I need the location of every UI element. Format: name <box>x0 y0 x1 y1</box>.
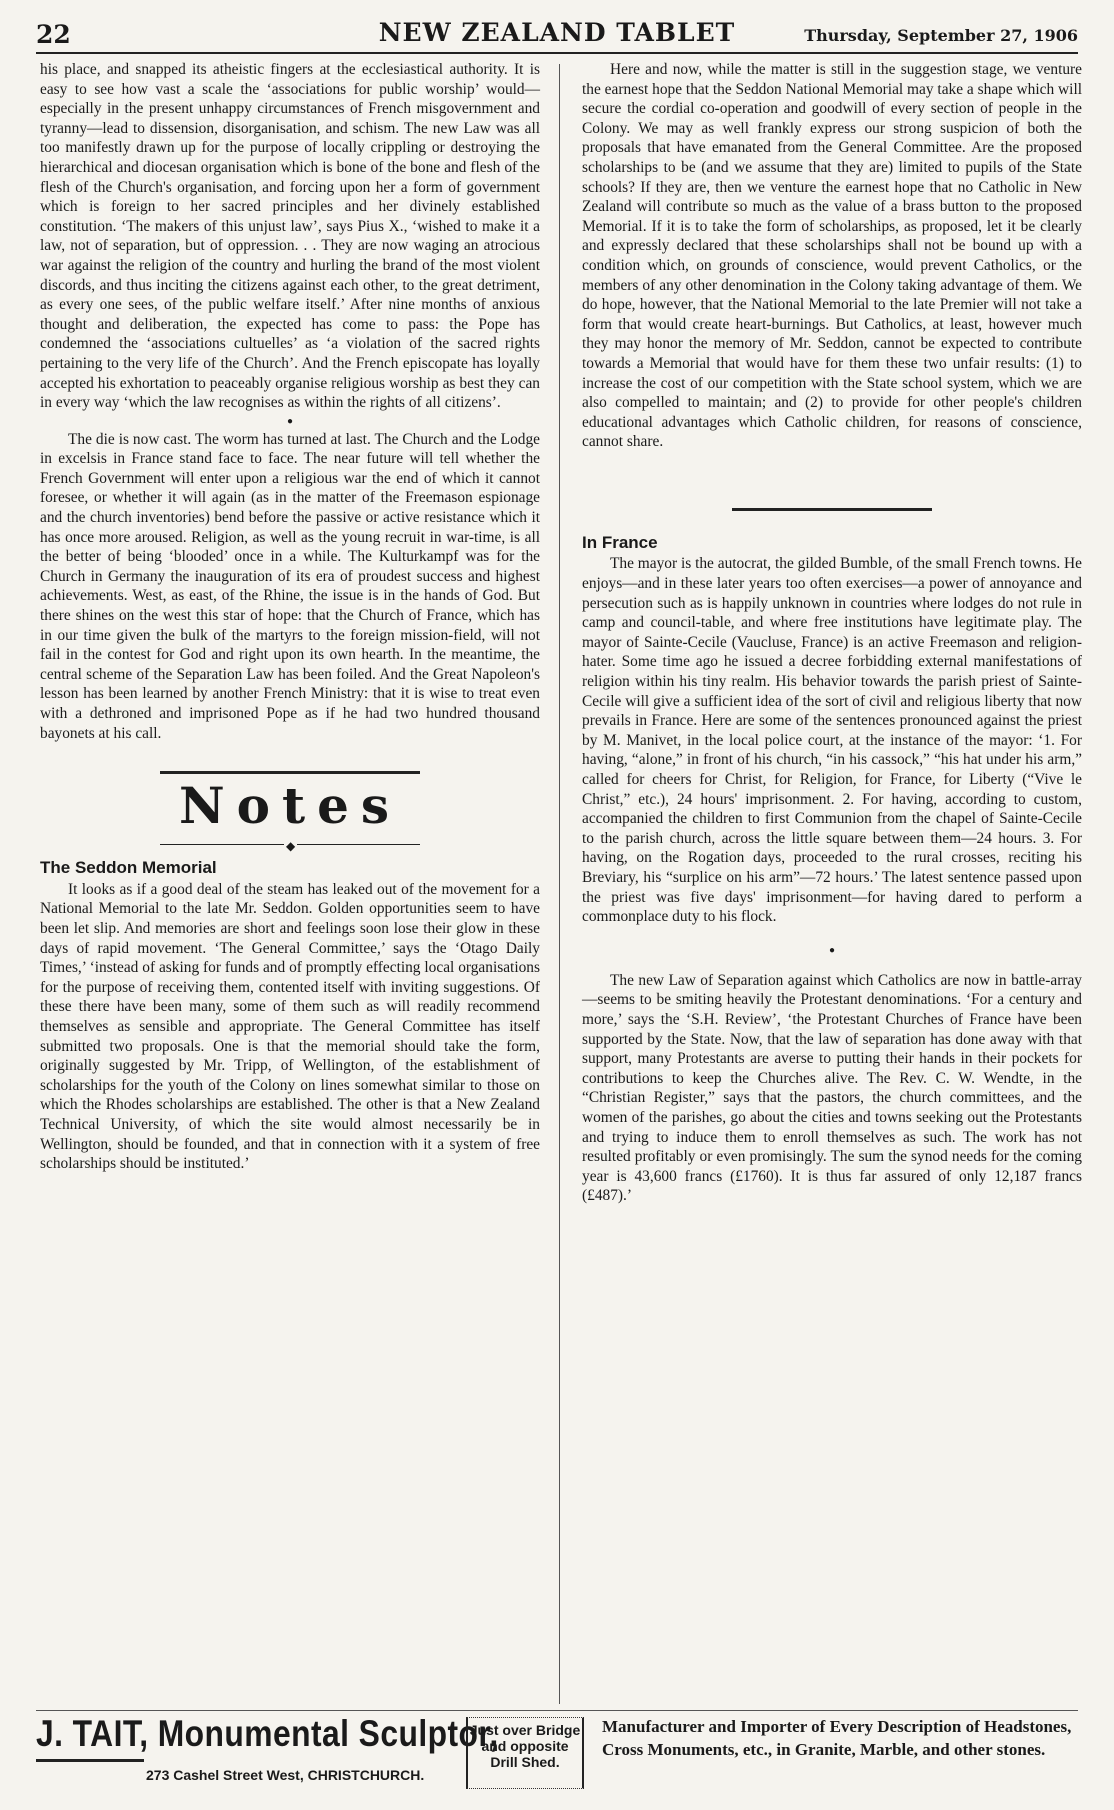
article-paragraph: The die is now cast. The worm has turned at last. The Church and the Lodge in excelsis in France stand face to face. The near future will tell whether the French Government will enter upon a religious war the end of which it cannot foresee, or whether it will again (as in the matter of the Freemason espionage and the church inventories) bend before the passive or active resistance which it has once more aroused. Religion, as well as the young recruit in war-time, is all the better of being ‘blooded’ once in a while. The Kulturkampf was for the Church in Germany the inauguration of its era of proudest success and highest achievements. West, as east, of the Rhine, the issue is in the hands of God. But there shines on the west this star of hope: that the Church of France, which has in our time given the bulk of the martyrs to the foreign mission-field, will not fail in the contest for God and right upon its own hearth. In the meantime, the central scheme of the Separation Law has been foiled. And the Great Napoleon's lesson has been learned by another French Ministry: that it is wise to treat even with a dethroned and imprisoned Pope as if he had two hundred thousand bayonets at his call. <box>40 430 540 742</box>
article-paragraph: It looks as if a good deal of the steam has leaked out of the movement for a National Memorial to the late Mr. Seddon. Golden opportunities seem to have been let slip. And memories are short and feelings soon lose their glow in these days of rapid movement. ‘The General Committee,’ says the ‘Otago Daily Times,’ ‘instead of asking for funds and of promptly effecting local organisations for the purpose of receiving them, contented itself with inviting suggestions. Of these there have been many, some of them such as will readily recommend themselves as sensible and appropriate. The General Committee has itself submitted two proposals. One is that the memorial should take the form, originally suggested by Mr. Tripp, of Wellington, of the establishment of scholarships for the youth of the Colony on lines somewhat similar to those on which the Rhodes scholarships are established. The other is that a New Zealand Technical University, of which the site would almost necessarily be in Wellington, should be founded, and that in connection with it a system of free scholarships should be instituted.’ <box>40 880 540 1173</box>
seddon-memorial-heading: The Seddon Memorial <box>40 858 217 878</box>
ad-location-line: and opposite <box>481 1738 569 1754</box>
article-paragraph: The new Law of Separation against which Catholics are now in battle-array—seems to be smiting heavily the Protestant denominations. ‘For a century and more,’ says the ‘S.H. Review’, ‘the Protestant Churches of France have been supported by the State. Now, that the law of separation has done away with that support, many Protestants are averse to putting their hands in their pockets for contributions to keep the Churches alive. The Rev. C. W. Wendte, in the “Christian Register,” says that the pastors, the church committees, and the women of the parishes, go about the cities and towns seeking out the Protestants and trying to induce them to enroll themselves as such. The work has not resulted profitably or even promisingly. The sum the synod needs for the coming year is 43,600 francs (£1760). It is thus far assured of only 12,187 francs (£487).’ <box>582 971 1082 1205</box>
ad-location-line: Just over Bridge <box>469 1722 581 1738</box>
section-dot: ● <box>828 944 836 956</box>
article-paragraph: Here and now, while the matter is still in the suggestion stage, we venture the earnest hope that the Seddon National Memorial may take a shape which will secure the cordial co-operation and goodwill of every section of people in the Colony. We may as well frankly express our strong suspicion of both the proposals that have emanated from the General Committee. Are the proposed scholarships to be (and we assume that they are) limited to pupils of the State schools? If they are, then we venture the earnest hope that no Catholic in New Zealand will contribute so much as the value of a brass button to the proposed Memorial. If it is to take the form of scholarships, as proposed, let it be clearly and expressly declared that these scholarships shall not be bound up with a condition which, on grounds of conscience, would prevent Catholics, or the members of any other denomination in the Colony taking advantage of them. We do hope, however, that the National Memorial to the late Premier will not take a form that would create heart-burnings. But Catholics, at least, however much they may honor the memory of Mr. Seddon, cannot be expected to contribute towards a Memorial that would have for them these two unfair results: (1) to increase the cost of our competition with the State school system, which we are also compelled to maintain; and (2) to provide for other people's children educational advantages which Catholic children, for reasons of conscience, cannot share. <box>582 61 1082 451</box>
ad-brand-rule <box>36 1759 144 1762</box>
issue-date: Thursday, September 27, 1906 <box>804 26 1078 45</box>
ad-brand: J. TAIT, Monumental Sculptor, <box>36 1713 499 1754</box>
article-paragraph: his place, and snapped its atheistic fingers at the ecclesiastical authority. It is easy to see how vast a scale the ‘associations for public worship’ would—especially in the present unhappy circumstances of French misgovernment and tyranny—lead to dissension, disorganisation, and schism. The new Law was all too manifestly drawn up for the purpose of locally crippling or destroying the hierarchical and diocesan organisation which is bone of the bone and flesh of the flesh of the Church's organisation, and forcing upon her a form of government which is foreign to her sacred principles and her divinely established constitution. ‘The makers of this unjust law’, says Pius X., ‘wished to make it a law, not of separation, but of oppression. . . They are now waging an atrocious war against the religion of the country and hurling the brand of the most violent discords, and thus inciting the citizens against each other, to the great detriment, as every one sees, of the public welfare itself.’ After nine months of anxious thought and deliberation, the expected has come to pass: the Pope has condemned the ‘associations cultuelles’ as ‘a violation of the sacred rights pertaining to the very life of the Church’. And the French episcopate has loyally accepted his exhortation to peaceably organise religious worship as best they can in every way ‘which the law recognises as within the rights of all citizens’. <box>40 61 540 412</box>
right-column <box>582 60 1082 1206</box>
page-number: 22 <box>36 20 71 49</box>
section-dot: ● <box>286 415 294 427</box>
ad-description: Manufacturer and Importer of Every Description of Headstones, Cross Monuments, etc., in Granite, Marble, and other stones. <box>602 1717 1072 1759</box>
notes-title: Notes <box>178 776 402 836</box>
notes-banner <box>40 771 540 854</box>
article-paragraph: The mayor is the autocrat, the gilded Bumble, of the small French towns. He enjoys—and in these later years too often exercises—a power of annoyance and persecution such as is happily unknown in countries where lodges do not rule in camp and council-table, and where free institutions have legitimate play. The mayor of Sainte-Cecile (Vaucluse, France) is an active Freemason and religion-hater. Some time ago he issued a decree forbidding external manifestations of religion within his tiny realm. His behavior towards the parish priest of Sainte-Cecile will give a sufficient idea of the sort of civil and religious liberty that now prevails in France. Here are some of the sentences pronounced against the priest by M. Manivet, in the local police court, at the instance of the mayor: ‘1. For having, “alone,” in front of his church, “in his cassock,” “his hat under his arm,” called for cheers for Christ, for Religion, for France, for Liberty (“Vive le Christ,” etc.), 24 hours' imprisonment. 2. For having, according to custom, accompanied the children to first Communion from the chapel of Sainte-Cecile to the parish church, across the little square between them—24 hours. 3. For having, on the Rogation days, proceeded to the rural crosses, reciting his Breviary, his “surplice on his arm”—72 hours.’ The latest sentence passed upon the priest was five days' imprisonment—for having dared to perform a commonplace duty to his flock. <box>582 555 1082 926</box>
ad-address: 273 Cashel Street West, CHRISTCHURCH. <box>146 1767 425 1783</box>
advertisement <box>36 1710 1078 1801</box>
in-france-heading: In France <box>582 532 658 552</box>
page-header <box>36 18 1078 54</box>
column-divider <box>559 64 560 1704</box>
section-rule <box>732 508 932 511</box>
left-column <box>40 60 540 1174</box>
ad-location-box <box>466 1717 584 1789</box>
diamond-ornament-icon: ◆ <box>284 837 297 857</box>
notes-bottom-rule <box>160 839 420 854</box>
masthead-title: NEW ZEALAND TABLET <box>378 18 736 47</box>
ad-location-line: Drill Shed. <box>490 1754 560 1770</box>
